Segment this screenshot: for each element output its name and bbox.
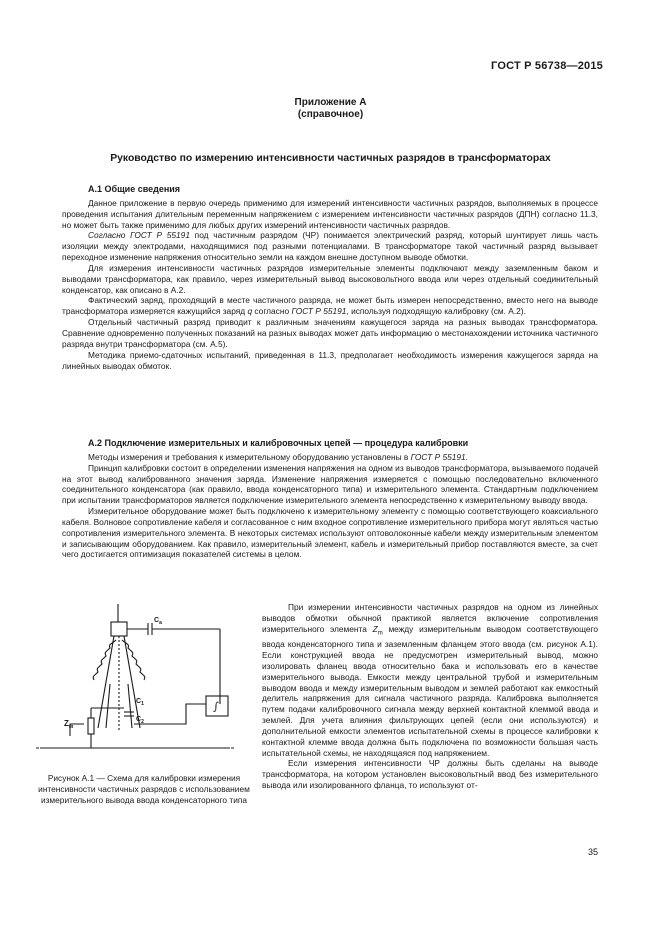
paragraph-text: Методы измерения и требования к измерительному оборудованию установлены в bbox=[88, 451, 411, 462]
section-a2-paragraph-4 bbox=[262, 602, 598, 758]
bushing-terminal bbox=[111, 622, 127, 636]
paragraph-text: между измерительным выводом соответствующего ввода конденсаторного типа и заземленным фланцем этого ввода (см. рисунок А.1). Если конструкцией ввода не предусмотрен измерительный вывод, можно изолировать фланец ввода относительно бака и использовать его в качестве измерительного вывода. Емкости между центральной трубой и измерительным выводом ввода и между измерительным выводом и землей работают как емкостный делитель напряжения для сигнала частичного разряда. Калибровка выполняется путем подачи калибровочного сигнала между верхней контактной клеммой ввода и землей. Для учета влияния фильтрующих цепей (если они используются) и дополнительной емкости элементов испытательной схемы в процессе калибровки к контактной клемме ввода должна быть подключена по возможности большая часть испытательной схемы, не находящаяся под напряжением. bbox=[262, 623, 598, 758]
standard-reference: ГОСТ Р 55191 bbox=[291, 306, 347, 317]
section-a1-paragraph-4 bbox=[62, 295, 598, 317]
section-a1 bbox=[62, 184, 598, 371]
section-a1-paragraph-2 bbox=[62, 230, 598, 263]
section-a1-paragraph-1: Данное приложение в первую очередь применимо для измерений интенсивности частичных разрядов, выполняемых в процессе проведения испытания длительным переменным напряжением с измерением интенсивности частичных разрядов (ДПН) согласно 11.3, но может быть также применимо для любых других измерений интенсивности частичных разрядов. bbox=[62, 197, 598, 230]
standard-reference: ГОСТ Р 55191 bbox=[410, 451, 466, 462]
tap-to-meter-wire bbox=[134, 704, 206, 724]
zm-resistor bbox=[88, 718, 94, 734]
standard-reference: Согласно ГОСТ Р 55191 bbox=[88, 230, 190, 241]
paragraph-text: под частичным разрядом (ЧР) понимается электрический разряд, который шунтирует лишь часть изоляции между электродами, находящимися под разными потенциалами. В трансформаторе такой частичный разряд вызывает переходное изменение напряжения относительно земли на каждом внешне доступном выводе обмотки. bbox=[62, 230, 599, 263]
figure-a1-schematic bbox=[30, 600, 270, 760]
appendix-title: Приложение А bbox=[294, 97, 367, 108]
section-a1-paragraph-5: Отдельный частичный разряд приводит к различным значениям кажущегося заряда на разных выводах трансформатора. Сравнение одновременно полученных показаний на разных выводах может дать информацию о местонахождении источника частичного разряда внутри трансформатора (см. А.5). bbox=[62, 317, 598, 349]
paragraph-text: , используя подходящую калибровку (см. А.2). bbox=[346, 306, 526, 317]
section-a2-paragraph-1 bbox=[62, 452, 598, 463]
paragraph-text: При измерении интенсивности частичных разрядов на одном из линейных выводов обмотки обычной практикой является включение сопротивления измерительного элемента bbox=[262, 602, 598, 634]
label-c1: $C_1$ bbox=[136, 698, 144, 707]
section-a2-right-column bbox=[262, 602, 598, 791]
section-a2-heading: А.2 Подключение измерительных и калибровочных цепей — процедура калибровки bbox=[88, 438, 469, 448]
appendix-subtitle: (справочное) bbox=[297, 109, 364, 120]
label-ca: $C_a$ bbox=[154, 617, 162, 626]
standard-number: ГОСТ Р 56738—2015 bbox=[491, 60, 603, 72]
section-a2 bbox=[62, 438, 598, 560]
figure-a1-caption: Рисунок А.1 — Схема для калибровки измерения интенсивности частичных разрядов с использованием измерительного вывода ввода конденсаторного типа bbox=[38, 773, 250, 805]
section-a2-paragraph-2: Принцип калибровки состоит в определении изменения напряжения на одном из выводов трансформатора, вызываемого подачей на этот вывод калиброванного значения заряда. Изменение напряжения измеряется с помощью последовательно включенного соединительного конденсатора (как правило, ввода конденсаторного типа) и измерительного элемента. Стандартным подключением при испытании трансформаторов является подключение измерительного элемента непосредственно к измерительному выводу ввода. bbox=[62, 462, 598, 506]
section-a1-paragraph-6: Методика приемо-сдаточных испытаний, приведенная в 11.3, предполагает необходимость измерения кажущегося заряда на линейных выводах обмоток. bbox=[62, 349, 598, 371]
section-a1-paragraph-3: Для измерения интенсивности частичных разрядов измерительные элементы подключают между заземленным баком и выводами трансформатора, как правило, через измерительный вывод высоковольтного ввода или через отдельный соединительный конденсатор, как описано в А.2. bbox=[62, 262, 598, 295]
label-zm: $Z_m$ bbox=[64, 719, 74, 730]
page-number: 35 bbox=[587, 847, 598, 857]
paragraph-text: . bbox=[465, 451, 468, 462]
impedance-subscript: m bbox=[377, 630, 383, 637]
section-a2-paragraph-3: Измерительное оборудование может быть подключено к измерительному элементу с помощью соответствующего коаксиального кабеля. Волновое сопротивление кабеля и согласованное с ним входное сопротивление измерительного прибора могут являться частью сопротивления измерительного элемента. В некоторых системах используют оптоволоконные кабели между измерительным элементом и записывающим оборудованием. Как правило, измерительный элемент, кабель и измерительный прибор поставляются вместе, за счет чего достигается оптимизация показателей системы в целом. bbox=[62, 506, 598, 560]
integrator-symbol: ∫ bbox=[213, 700, 219, 713]
appendix-heading bbox=[0, 97, 661, 121]
document-title: Руководство по измерению интенсивности частичных разрядов в трансформаторах bbox=[110, 153, 551, 164]
section-a2-paragraph-5: Если измерения интенсивности ЧР должны быть сделаны на выводе трансформатора, на котором установлен высоковольтный ввод без измерительного вывода или изолированного фланца, то используют от- bbox=[262, 758, 598, 791]
charge-symbol: q bbox=[247, 306, 253, 317]
section-a1-heading: А.1 Общие сведения bbox=[88, 184, 181, 194]
paragraph-text: согласно bbox=[252, 306, 292, 317]
impedance-symbol: Z bbox=[372, 623, 378, 634]
paragraph-text: Фактический заряд, проходящий в месте частичного разряда, не может быть измерен непосредственно, вместо него на выводе трансформатора измеряется кажущийся заряд bbox=[62, 295, 598, 317]
label-c2: $C_2$ bbox=[136, 716, 144, 725]
